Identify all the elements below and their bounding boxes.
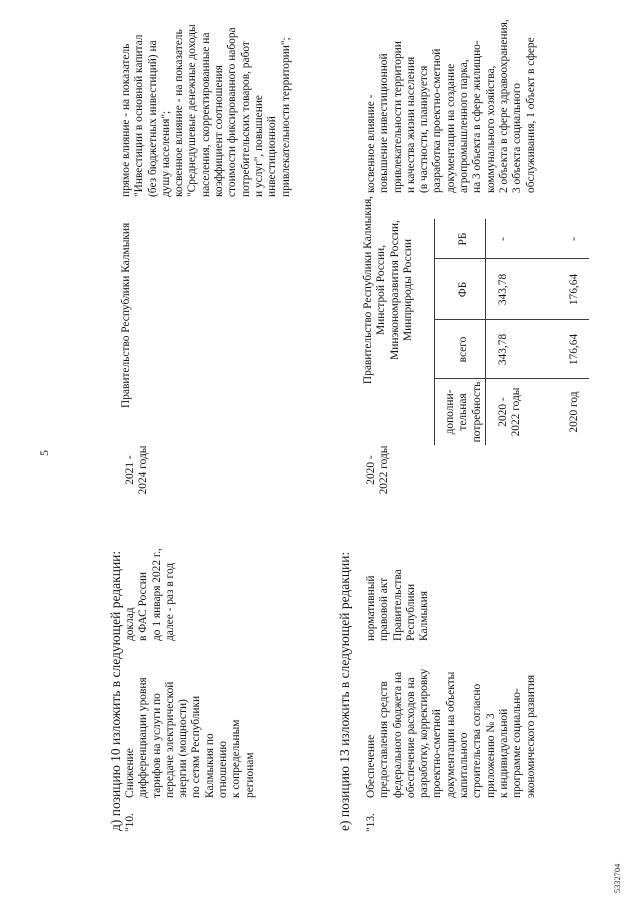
funding-row-1-total: 343,78 <box>497 333 509 366</box>
section-e-heading: е) позицию 13 изложить в следующей редакции: <box>337 551 352 831</box>
position-13-responsible: Правительство Республики Калмыкия, Минстрой России, Минэкономразвития России, Минприроды России <box>362 195 414 385</box>
position-10-name: Снижение дифференциации уровня тарифов на услуги по передаче электрической энергии (мощности) по сетям Республики Калмыкия по отношению к сопредельным регионам <box>124 677 256 798</box>
position-10-number: "10. <box>124 813 136 832</box>
funding-row-2-total: 176,64 <box>568 333 580 366</box>
page-number: 5 <box>37 450 51 456</box>
position-10-effect: прямое влияние - на показатель "Инвестиции в основной капитал (без бюджетных инвестиций) на душу населения"; косвенное влияние - на показатель "Среднедушевые денежные доходы населения, скорректированные на коэффициент соотношения стоимости фиксированного набора потребительских товаров, работ и услуг", повышение инвестиционной привлекательности территории"; <box>120 24 292 197</box>
funding-row-2-rb: - <box>568 237 580 241</box>
position-13-period: 2020 - 2022 годы <box>365 445 391 495</box>
funding-header-fb: ФБ <box>457 281 469 298</box>
funding-row-1-rb: - <box>497 237 509 241</box>
funding-row-2-period: 2020 год <box>568 391 580 433</box>
funding-table-border-top <box>434 219 435 445</box>
position-13-name: Обеспечение предоставления средств федерального бюджета на обеспечение расходов на разработку, корректировку проектно-сметной документации на объекты капитального строительства согласно приложению № 3 к индивидуальной программе социально- экономического развития <box>365 668 537 798</box>
funding-header-rb: РБ <box>457 232 469 246</box>
funding-table-header-rule <box>485 219 486 445</box>
funding-row-1-fb: 343,78 <box>497 273 509 306</box>
funding-row-2-fb: 176,64 <box>568 273 580 306</box>
position-10-document: доклад в ФАС России до 1 января 2022 г., далее - раз в год <box>124 548 176 641</box>
funding-header-need: дополни- тельная потребность <box>444 381 483 443</box>
document-code: 5332704 <box>613 863 622 893</box>
position-10-period: 2021 - 2024 годы <box>124 445 150 495</box>
funding-header-total: всего <box>457 336 469 363</box>
position-13-document: нормативный правовой акт Правительства Республики Калмыкия <box>365 569 431 641</box>
position-10-responsible: Правительство Республики Калмыкия <box>120 222 132 408</box>
funding-row-1-period: 2020 - 2022 годы <box>497 387 523 437</box>
position-13-number: "13. <box>365 813 377 832</box>
position-13-effect: косвенное влияние - повышение инвестиционной привлекательности территории и качества жизни населения (в частности, планируется разработка проектно-сметной документации на создание агропромышленного парка, на 3 объекта в сфере жилищно- коммунального хозяйства, 2 объекта в сфере здравоохранения, 3 объекта социального обслуживания, 1 объект в сфере <box>365 19 537 193</box>
section-d-heading: д) позицию 10 изложить в следующей редакции: <box>108 550 123 831</box>
